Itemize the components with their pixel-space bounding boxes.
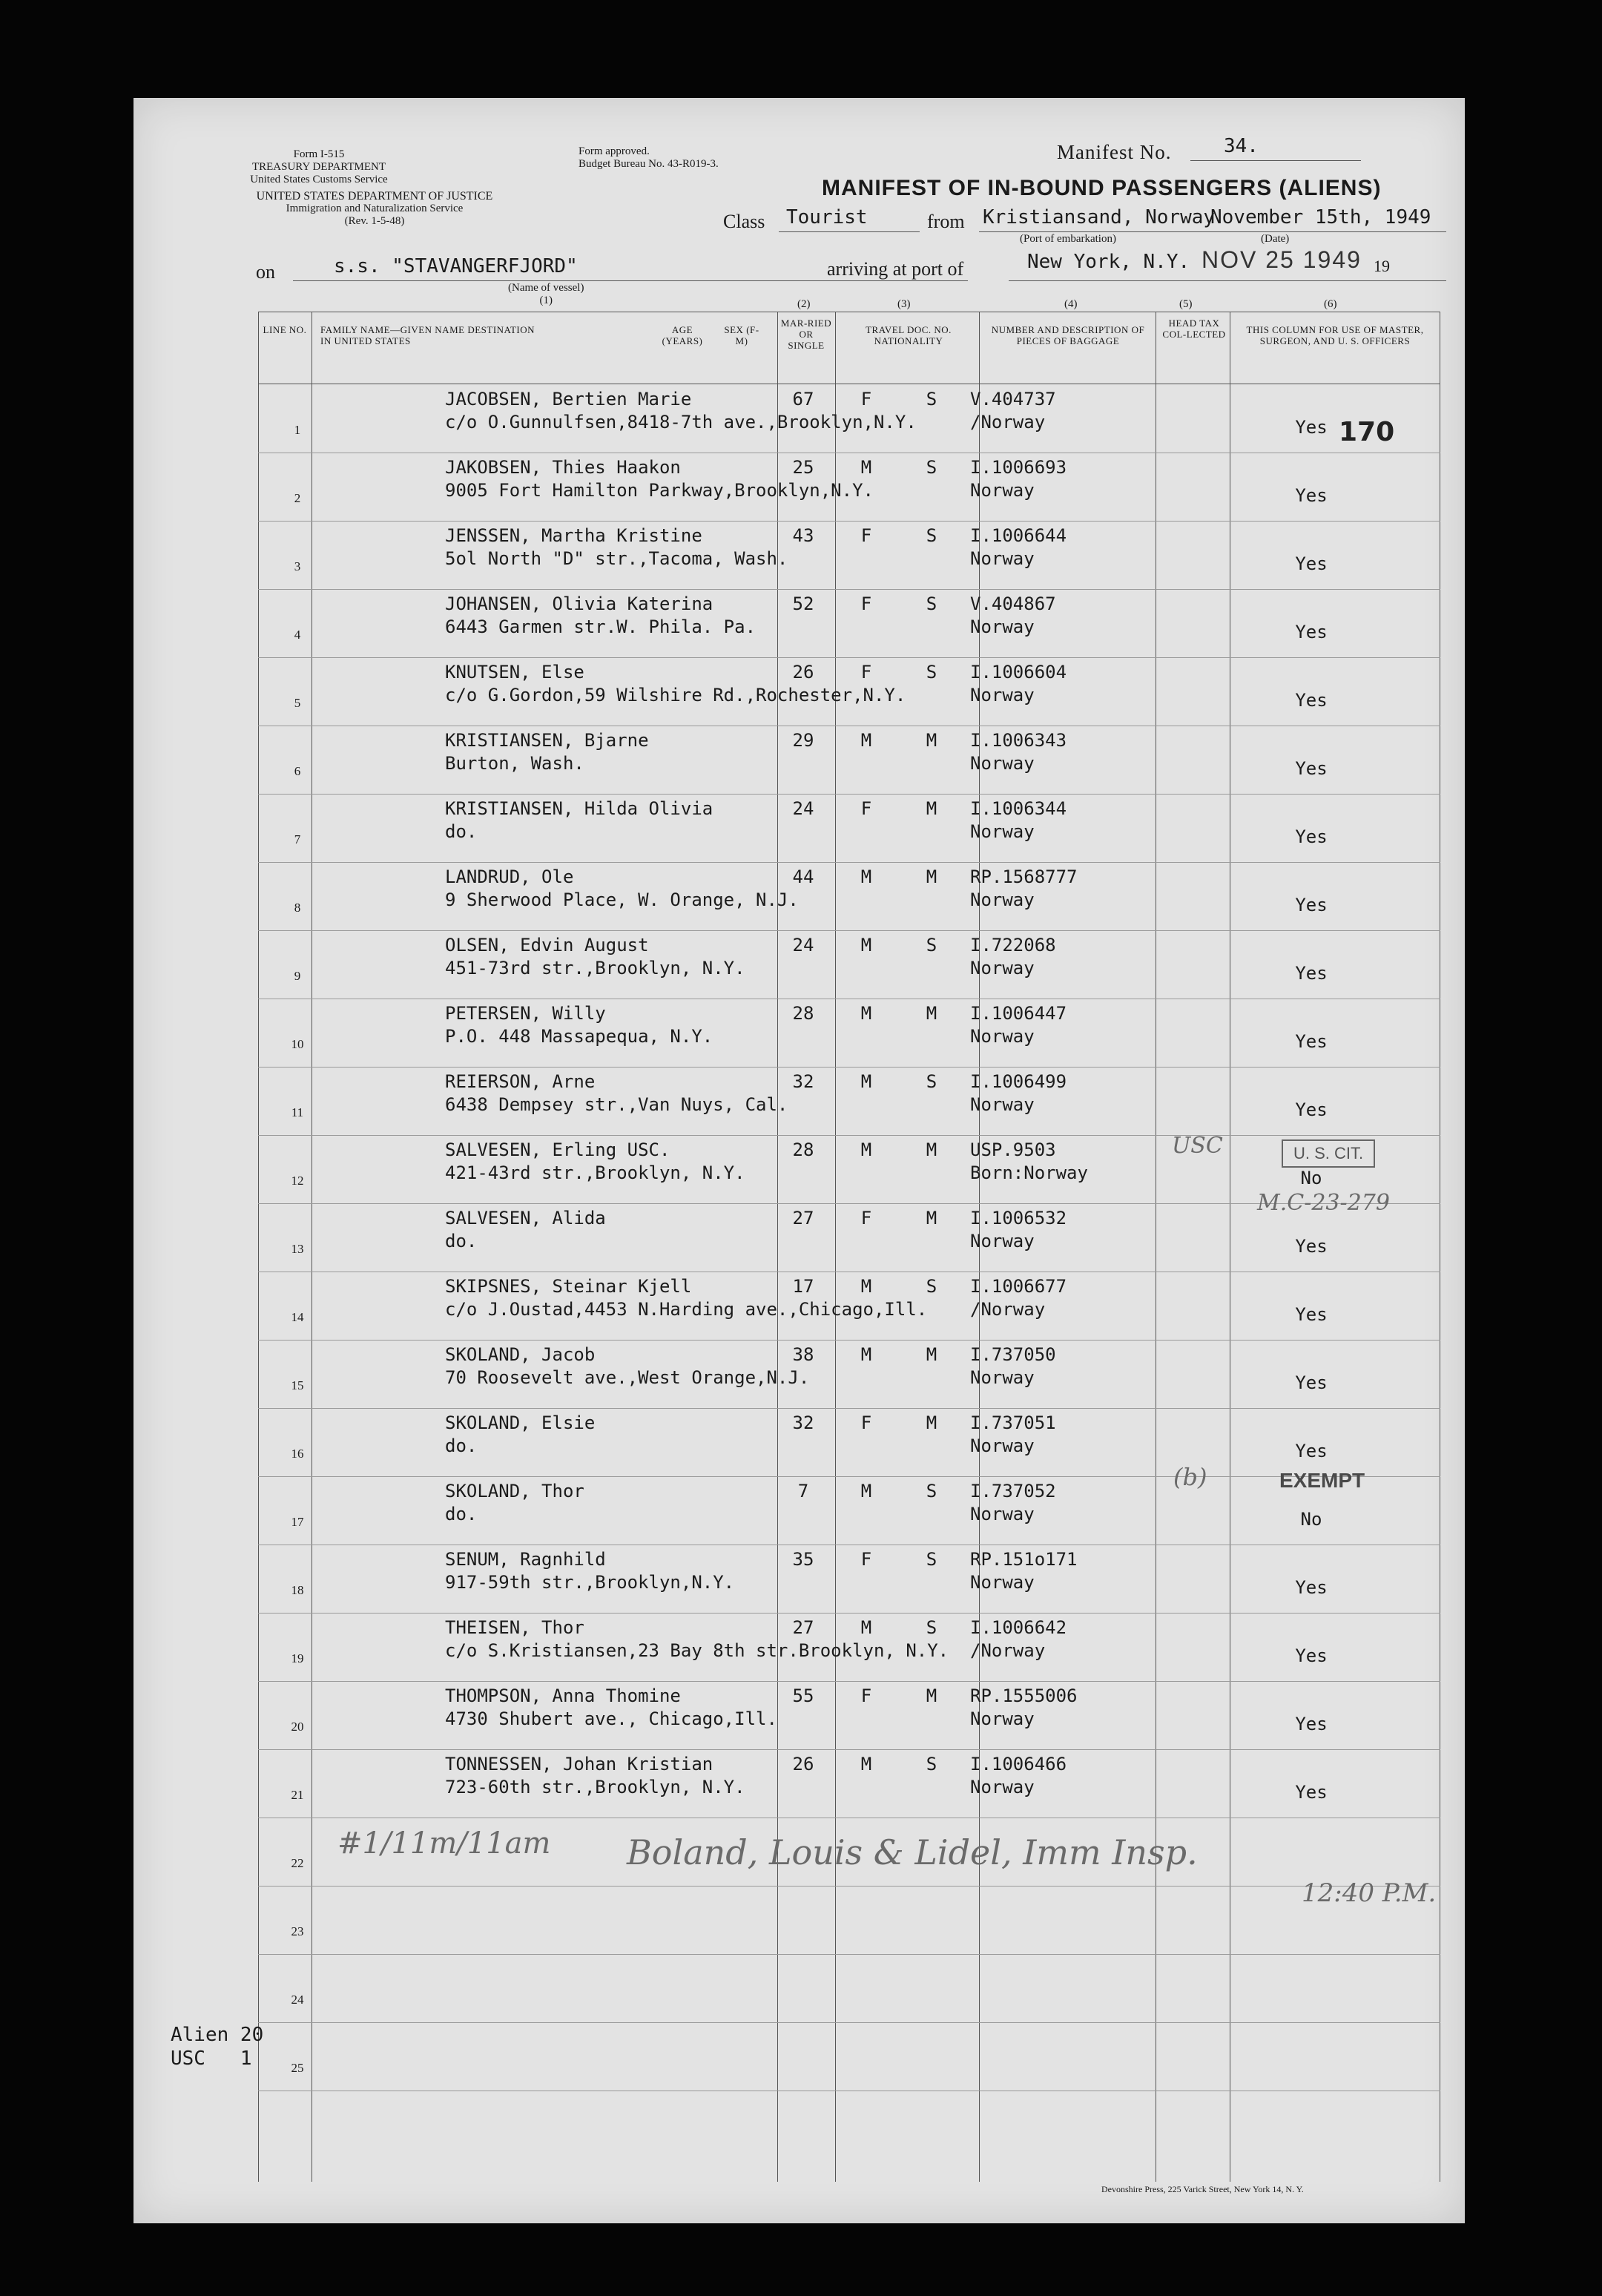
table-row — [258, 862, 1440, 931]
sex: F — [860, 525, 872, 546]
col-number-3: (3) — [897, 298, 911, 310]
marital-status: S — [926, 935, 937, 955]
line-number: 20 — [291, 1720, 304, 1734]
age: 32 — [792, 1412, 814, 1433]
marital-status: S — [926, 1617, 937, 1638]
marital-status: M — [926, 730, 937, 751]
passenger-name: THEISEN, Thor — [445, 1617, 584, 1638]
class-label: Class — [723, 211, 765, 232]
nationality: Norway — [970, 1504, 1035, 1524]
travel-doc-number: I.737050 — [970, 1344, 1056, 1365]
nationality: Norway — [970, 958, 1035, 978]
age: 7 — [797, 1481, 809, 1501]
line-number: 9 — [294, 969, 301, 983]
passenger-name: SALVESEN, Erling USC. — [445, 1139, 670, 1160]
passenger-name: KRISTIANSEN, Hilda Olivia — [445, 798, 713, 819]
table-row — [258, 521, 1440, 590]
printer-imprint: Devonshire Press, 225 Varick Street, New York 14, N. Y. — [1101, 2184, 1304, 2194]
sex: M — [860, 1003, 872, 1024]
destination: do. — [445, 821, 478, 842]
destination: Burton, Wash. — [445, 753, 584, 774]
from-label: from — [927, 211, 965, 232]
destination: 5ol North "D" str.,Tacoma, Wash. — [445, 548, 788, 569]
nationality: Norway — [970, 1367, 1035, 1388]
line-number: 18 — [291, 1583, 304, 1597]
nationality: /Norway — [970, 1640, 1046, 1661]
vessel-caption-text: (Name of vessel) — [508, 282, 584, 294]
arriving-label: arriving at port of — [827, 258, 964, 280]
marital-status: S — [926, 1481, 937, 1501]
table-row — [258, 384, 1440, 453]
travel-doc-number: I.1006447 — [970, 1003, 1067, 1024]
row22-time-note: 12:40 P.M. — [1302, 1878, 1437, 1908]
passenger-name: KNUTSEN, Else — [445, 662, 584, 682]
marital-status: S — [926, 389, 937, 409]
sex: F — [860, 662, 872, 682]
age: 24 — [792, 798, 814, 819]
table-row — [258, 1613, 1440, 1682]
header-doc: TRAVEL DOC. NO. NATIONALITY — [866, 324, 952, 346]
sex: F — [860, 593, 872, 614]
line-number: 21 — [291, 1788, 304, 1802]
table-row — [258, 1749, 1440, 1818]
passenger-name: OLSEN, Edvin August — [445, 935, 649, 955]
line-number: 11 — [291, 1105, 304, 1119]
embark-date: November 15th, 1949 — [1210, 206, 1431, 228]
destination: 70 Roosevelt ave.,West Orange,N.J. — [445, 1367, 810, 1388]
passenger-name: SKIPSNES, Steinar Kjell — [445, 1276, 692, 1297]
col-number-4: (4) — [1064, 298, 1078, 310]
travel-doc-number: RP.1555006 — [970, 1685, 1078, 1706]
nationality: Norway — [970, 1094, 1035, 1115]
destination: c/o S.Kristiansen,23 Bay 8th str.Brooklyn, N.Y. — [445, 1640, 949, 1661]
marital-status: S — [926, 1754, 937, 1774]
line-number: 16 — [291, 1447, 304, 1461]
sex: M — [860, 1481, 872, 1501]
table-row — [258, 1545, 1440, 1614]
vessel-underline — [293, 280, 968, 281]
customs-label: United States Customs Service — [250, 174, 388, 185]
row22-left-note: #1/11m/11am — [337, 1826, 551, 1861]
passenger-name: JENSSEN, Martha Kristine — [445, 525, 702, 546]
travel-doc-number: RP.1568777 — [970, 866, 1078, 887]
col-number-5: (5) — [1179, 298, 1193, 310]
nationality: Norway — [970, 889, 1035, 910]
nationality: Born:Norway — [970, 1162, 1088, 1183]
nationality: Norway — [970, 616, 1035, 637]
line-number: 13 — [291, 1242, 304, 1256]
table-row — [258, 2022, 1440, 2091]
rev-label: (Rev. 1-5-48) — [344, 215, 405, 227]
line-number: 17 — [291, 1515, 304, 1529]
passenger-name: THOMPSON, Anna Thomine — [445, 1685, 681, 1706]
year-suffix: 19 — [1374, 257, 1390, 275]
nationality: Norway — [970, 753, 1035, 774]
nationality: Norway — [970, 1777, 1035, 1797]
ins-label: Immigration and Naturalization Service — [286, 203, 464, 214]
sex: M — [860, 1617, 872, 1638]
line-number: 1 — [294, 423, 301, 437]
head-tax: Yes — [1295, 1372, 1328, 1393]
table-row — [258, 453, 1440, 522]
head-tax: No — [1300, 1509, 1322, 1530]
passenger-name: PETERSEN, Willy — [445, 1003, 606, 1024]
footer-alien-count: Alien 20 — [171, 2024, 264, 2046]
marital-status: M — [926, 1685, 937, 1706]
form-number: Form I-515 — [293, 148, 345, 160]
travel-doc-number: I.737051 — [970, 1412, 1056, 1433]
class-underline — [779, 231, 920, 232]
destination: 723-60th str.,Brooklyn, N.Y. — [445, 1777, 745, 1797]
line-number: 2 — [294, 491, 301, 505]
marital-status: S — [926, 593, 937, 614]
line-number: 24 — [291, 1993, 304, 2007]
destination: 9 Sherwood Place, W. Orange, N.J. — [445, 889, 799, 910]
line-number: 8 — [294, 901, 301, 915]
head-tax: No — [1300, 1168, 1322, 1188]
date-caption: (Date) — [1261, 233, 1290, 245]
table-row — [258, 1272, 1440, 1341]
from-underline — [979, 231, 1446, 232]
passenger-rows — [258, 384, 1440, 2180]
header-name: FAMILY NAME—GIVEN NAME DESTINATION IN UNITED STATES — [320, 324, 535, 346]
passenger-name: SKOLAND, Thor — [445, 1481, 584, 1501]
destination: 6443 Garmen str.W. Phila. Pa. — [445, 616, 756, 637]
nationality: Norway — [970, 685, 1035, 705]
line-number: 4 — [294, 628, 301, 642]
header-married: MAR-RIED OR SINGLE — [780, 318, 832, 351]
marital-status: S — [926, 1549, 937, 1570]
sex: M — [860, 1344, 872, 1365]
marital-status: M — [926, 1139, 937, 1160]
head-tax: Yes — [1295, 963, 1328, 984]
budget-label: Budget Bureau No. 43-R019-3. — [578, 158, 719, 170]
age: 28 — [792, 1139, 814, 1160]
age: 43 — [792, 525, 814, 546]
destination: do. — [445, 1435, 478, 1456]
age: 26 — [792, 1754, 814, 1774]
usc-note: USC — [1172, 1133, 1223, 1159]
nationality: Norway — [970, 1435, 1035, 1456]
col-number-6: (6) — [1324, 298, 1337, 310]
passenger-name: SALVESEN, Alida — [445, 1208, 606, 1228]
header-baggage: NUMBER AND DESCRIPTION OF PIECES OF BAGGAGE — [991, 324, 1145, 346]
destination: c/o O.Gunnulfsen,8418-7th ave.,Brooklyn,N.Y. — [445, 412, 917, 432]
table-row — [258, 794, 1440, 863]
sex: M — [860, 1754, 872, 1774]
age: 25 — [792, 457, 814, 478]
sex: M — [860, 866, 872, 887]
row17-mark: (b) — [1173, 1463, 1207, 1491]
nationality: Norway — [970, 1708, 1035, 1729]
form-approval — [578, 145, 719, 171]
head-tax: Yes — [1295, 553, 1328, 574]
table-row — [258, 726, 1440, 795]
destination: 4730 Shubert ave., Chicago,Ill. — [445, 1708, 777, 1729]
table-row — [258, 1954, 1440, 2023]
destination: 6438 Dempsey str.,Van Nuys, Cal. — [445, 1094, 788, 1115]
age: 17 — [792, 1276, 814, 1297]
table-row — [258, 1886, 1440, 1955]
passenger-name: LANDRUD, Ole — [445, 866, 574, 887]
passenger-name: KRISTIANSEN, Bjarne — [445, 730, 649, 751]
travel-doc-number: I.1006466 — [970, 1754, 1067, 1774]
travel-doc-number: I.1006343 — [970, 730, 1067, 751]
travel-doc-number: I.737052 — [970, 1481, 1056, 1501]
line-number: 25 — [291, 2061, 304, 2075]
marital-status: M — [926, 1003, 937, 1024]
header-line-no: LINE NO. — [263, 324, 307, 335]
age: 35 — [792, 1549, 814, 1570]
line-number: 10 — [291, 1037, 304, 1051]
head-tax: Yes — [1295, 1441, 1328, 1461]
col-number-2: (2) — [797, 298, 811, 310]
row22-inspector-note: Boland, Louis & Lidel, Imm Insp. — [627, 1832, 1198, 1872]
sex: F — [860, 1412, 872, 1433]
marital-status: S — [926, 525, 937, 546]
age: 67 — [792, 389, 814, 409]
on-label: on — [256, 261, 275, 283]
table-row — [258, 1476, 1440, 1545]
handwritten-170: 170 — [1339, 417, 1395, 447]
destination: c/o G.Gordon,59 Wilshire Rd.,Rochester,N.Y. — [445, 685, 906, 705]
table-row — [258, 1067, 1440, 1136]
passenger-name: JAKOBSEN, Thies Haakon — [445, 457, 681, 478]
manifest-number: 34. — [1224, 135, 1259, 157]
age: 27 — [792, 1208, 814, 1228]
line-number: 23 — [291, 1924, 304, 1938]
passenger-name: JOHANSEN, Olivia Katerina — [445, 593, 713, 614]
table-row — [258, 657, 1440, 726]
travel-doc-number: V.404737 — [970, 389, 1056, 409]
nationality: /Norway — [970, 1299, 1046, 1320]
manifest-no-underline — [1190, 160, 1361, 161]
marital-status: S — [926, 1276, 937, 1297]
line-number: 5 — [294, 696, 301, 710]
travel-doc-number: V.404867 — [970, 593, 1056, 614]
age: 52 — [792, 593, 814, 614]
travel-doc-number: I.1006644 — [970, 525, 1067, 546]
manifest-title: MANIFEST OF IN-BOUND PASSENGERS (ALIENS) — [822, 176, 1382, 200]
destination: 451-73rd str.,Brooklyn, N.Y. — [445, 958, 745, 978]
nationality: /Norway — [970, 412, 1046, 432]
passenger-name: SENUM, Ragnhild — [445, 1549, 606, 1570]
port-embark-caption: (Port of embarkation) — [1020, 233, 1116, 245]
head-tax: Yes — [1295, 1714, 1328, 1734]
sex: F — [860, 1685, 872, 1706]
sex: M — [860, 730, 872, 751]
vessel-name: s.s. "STAVANGERFJORD" — [334, 255, 578, 277]
us-citizen-stamp: U. S. CIT. — [1282, 1139, 1375, 1168]
head-tax: Yes — [1295, 622, 1328, 642]
manifest-page — [134, 98, 1465, 2223]
class-value: Tourist — [786, 206, 868, 228]
line-number: 19 — [291, 1651, 304, 1665]
head-tax: Yes — [1295, 1304, 1328, 1325]
line-number: 22 — [291, 1856, 304, 1870]
head-tax: Yes — [1295, 690, 1328, 711]
justice-header — [252, 190, 497, 228]
travel-doc-number: I.722068 — [970, 935, 1056, 955]
head-tax: Yes — [1295, 1031, 1328, 1052]
age: 44 — [792, 866, 814, 887]
port-underline — [1009, 280, 1446, 281]
destination: do. — [445, 1504, 478, 1524]
approved-label: Form approved. — [578, 145, 650, 157]
travel-doc-number: RP.151o171 — [970, 1549, 1078, 1570]
marital-status: M — [926, 1412, 937, 1433]
passenger-name: TONNESSEN, Johan Kristian — [445, 1754, 713, 1774]
marital-status: M — [926, 1344, 937, 1365]
header-sex: SEX (F-M) — [724, 324, 759, 346]
nationality: Norway — [970, 1572, 1035, 1593]
head-tax: Yes — [1295, 1645, 1328, 1666]
travel-doc-number: I.1006677 — [970, 1276, 1067, 1297]
age: 29 — [792, 730, 814, 751]
line-number: 12 — [291, 1174, 304, 1188]
travel-doc-number: I.1006344 — [970, 798, 1067, 819]
from-value: Kristiansand, Norway — [983, 206, 1216, 228]
table-row — [258, 999, 1440, 1068]
passenger-name: SKOLAND, Jacob — [445, 1344, 596, 1365]
sex: M — [860, 1071, 872, 1092]
nationality: Norway — [970, 548, 1035, 569]
arrival-port: New York, N.Y. — [1027, 251, 1190, 273]
form-header-left — [222, 148, 415, 186]
head-tax: Yes — [1295, 1236, 1328, 1257]
arrival-date-stamp: NOV 25 1949 — [1202, 246, 1362, 273]
table-row — [258, 1408, 1440, 1477]
marital-status: S — [926, 457, 937, 478]
travel-doc-number: I.1006693 — [970, 457, 1067, 478]
col-number-1: (1) — [539, 295, 553, 306]
nationality: Norway — [970, 480, 1035, 501]
passenger-name: REIERSON, Arne — [445, 1071, 596, 1092]
travel-doc-number: I.1006532 — [970, 1208, 1067, 1228]
sex: F — [860, 1208, 872, 1228]
age: 26 — [792, 662, 814, 682]
travel-doc-number: USP.9503 — [970, 1139, 1056, 1160]
travel-doc-number: I.1006642 — [970, 1617, 1067, 1638]
line-number: 15 — [291, 1378, 304, 1392]
header-tax: HEAD TAX COL-LECTED — [1162, 318, 1226, 340]
usc-reference: M.C-23-279 — [1257, 1190, 1390, 1216]
marital-status: S — [926, 1071, 937, 1092]
destination: do. — [445, 1231, 478, 1251]
sex: M — [860, 1276, 872, 1297]
age: 32 — [792, 1071, 814, 1092]
sex: M — [860, 1139, 872, 1160]
head-tax: Yes — [1295, 758, 1328, 779]
marital-status: S — [926, 662, 937, 682]
head-tax: Yes — [1295, 1577, 1328, 1598]
sex: F — [860, 798, 872, 819]
nationality: Norway — [970, 821, 1035, 842]
header-officers: THIS COLUMN FOR USE OF MASTER, SURGEON, AND U. S. OFFICERS — [1246, 324, 1424, 346]
age: 24 — [792, 935, 814, 955]
head-tax: Yes — [1295, 417, 1328, 438]
line-number: 6 — [294, 764, 301, 778]
manifest-no-label: Manifest No. — [1057, 141, 1172, 163]
head-tax: Yes — [1295, 1099, 1328, 1120]
line-number: 7 — [294, 832, 301, 846]
treasury-label: TREASURY DEPARTMENT — [251, 161, 386, 173]
travel-doc-number: I.1006499 — [970, 1071, 1067, 1092]
destination: c/o J.Oustad,4453 N.Harding ave.,Chicago,Ill. — [445, 1299, 928, 1320]
nationality: Norway — [970, 1231, 1035, 1251]
age: 27 — [792, 1617, 814, 1638]
exempt-stamp: EXEMPT — [1279, 1469, 1365, 1492]
age: 28 — [792, 1003, 814, 1024]
table-row — [258, 589, 1440, 658]
travel-doc-number: I.1006604 — [970, 662, 1067, 682]
table-row — [258, 1340, 1440, 1409]
vessel-caption — [508, 282, 584, 307]
sex: F — [860, 1549, 872, 1570]
table-row — [258, 930, 1440, 999]
line-number: 14 — [291, 1310, 304, 1324]
marital-status: M — [926, 1208, 937, 1228]
table-row — [258, 1681, 1440, 1750]
passenger-name: JACOBSEN, Bertien Marie — [445, 389, 692, 409]
destination: 9005 Fort Hamilton Parkway,Brooklyn,N.Y. — [445, 480, 874, 501]
header-age: AGE (YEARS) — [662, 324, 703, 346]
marital-status: M — [926, 866, 937, 887]
destination: 421-43rd str.,Brooklyn, N.Y. — [445, 1162, 745, 1183]
head-tax: Yes — [1295, 1782, 1328, 1803]
justice-label: UNITED STATES DEPARTMENT OF JUSTICE — [256, 190, 493, 203]
head-tax: Yes — [1295, 485, 1328, 506]
sex: M — [860, 935, 872, 955]
destination: P.O. 448 Massapequa, N.Y. — [445, 1026, 713, 1047]
age: 55 — [792, 1685, 814, 1706]
marital-status: M — [926, 798, 937, 819]
sex: F — [860, 389, 872, 409]
sex: M — [860, 457, 872, 478]
nationality: Norway — [970, 1026, 1035, 1047]
line-number: 3 — [294, 559, 301, 573]
head-tax: Yes — [1295, 826, 1328, 847]
head-tax: Yes — [1295, 895, 1328, 915]
passenger-name: SKOLAND, Elsie — [445, 1412, 596, 1433]
footer-usc-count: USC 1 — [171, 2047, 252, 2070]
destination: 917-59th str.,Brooklyn,N.Y. — [445, 1572, 735, 1593]
age: 38 — [792, 1344, 814, 1365]
